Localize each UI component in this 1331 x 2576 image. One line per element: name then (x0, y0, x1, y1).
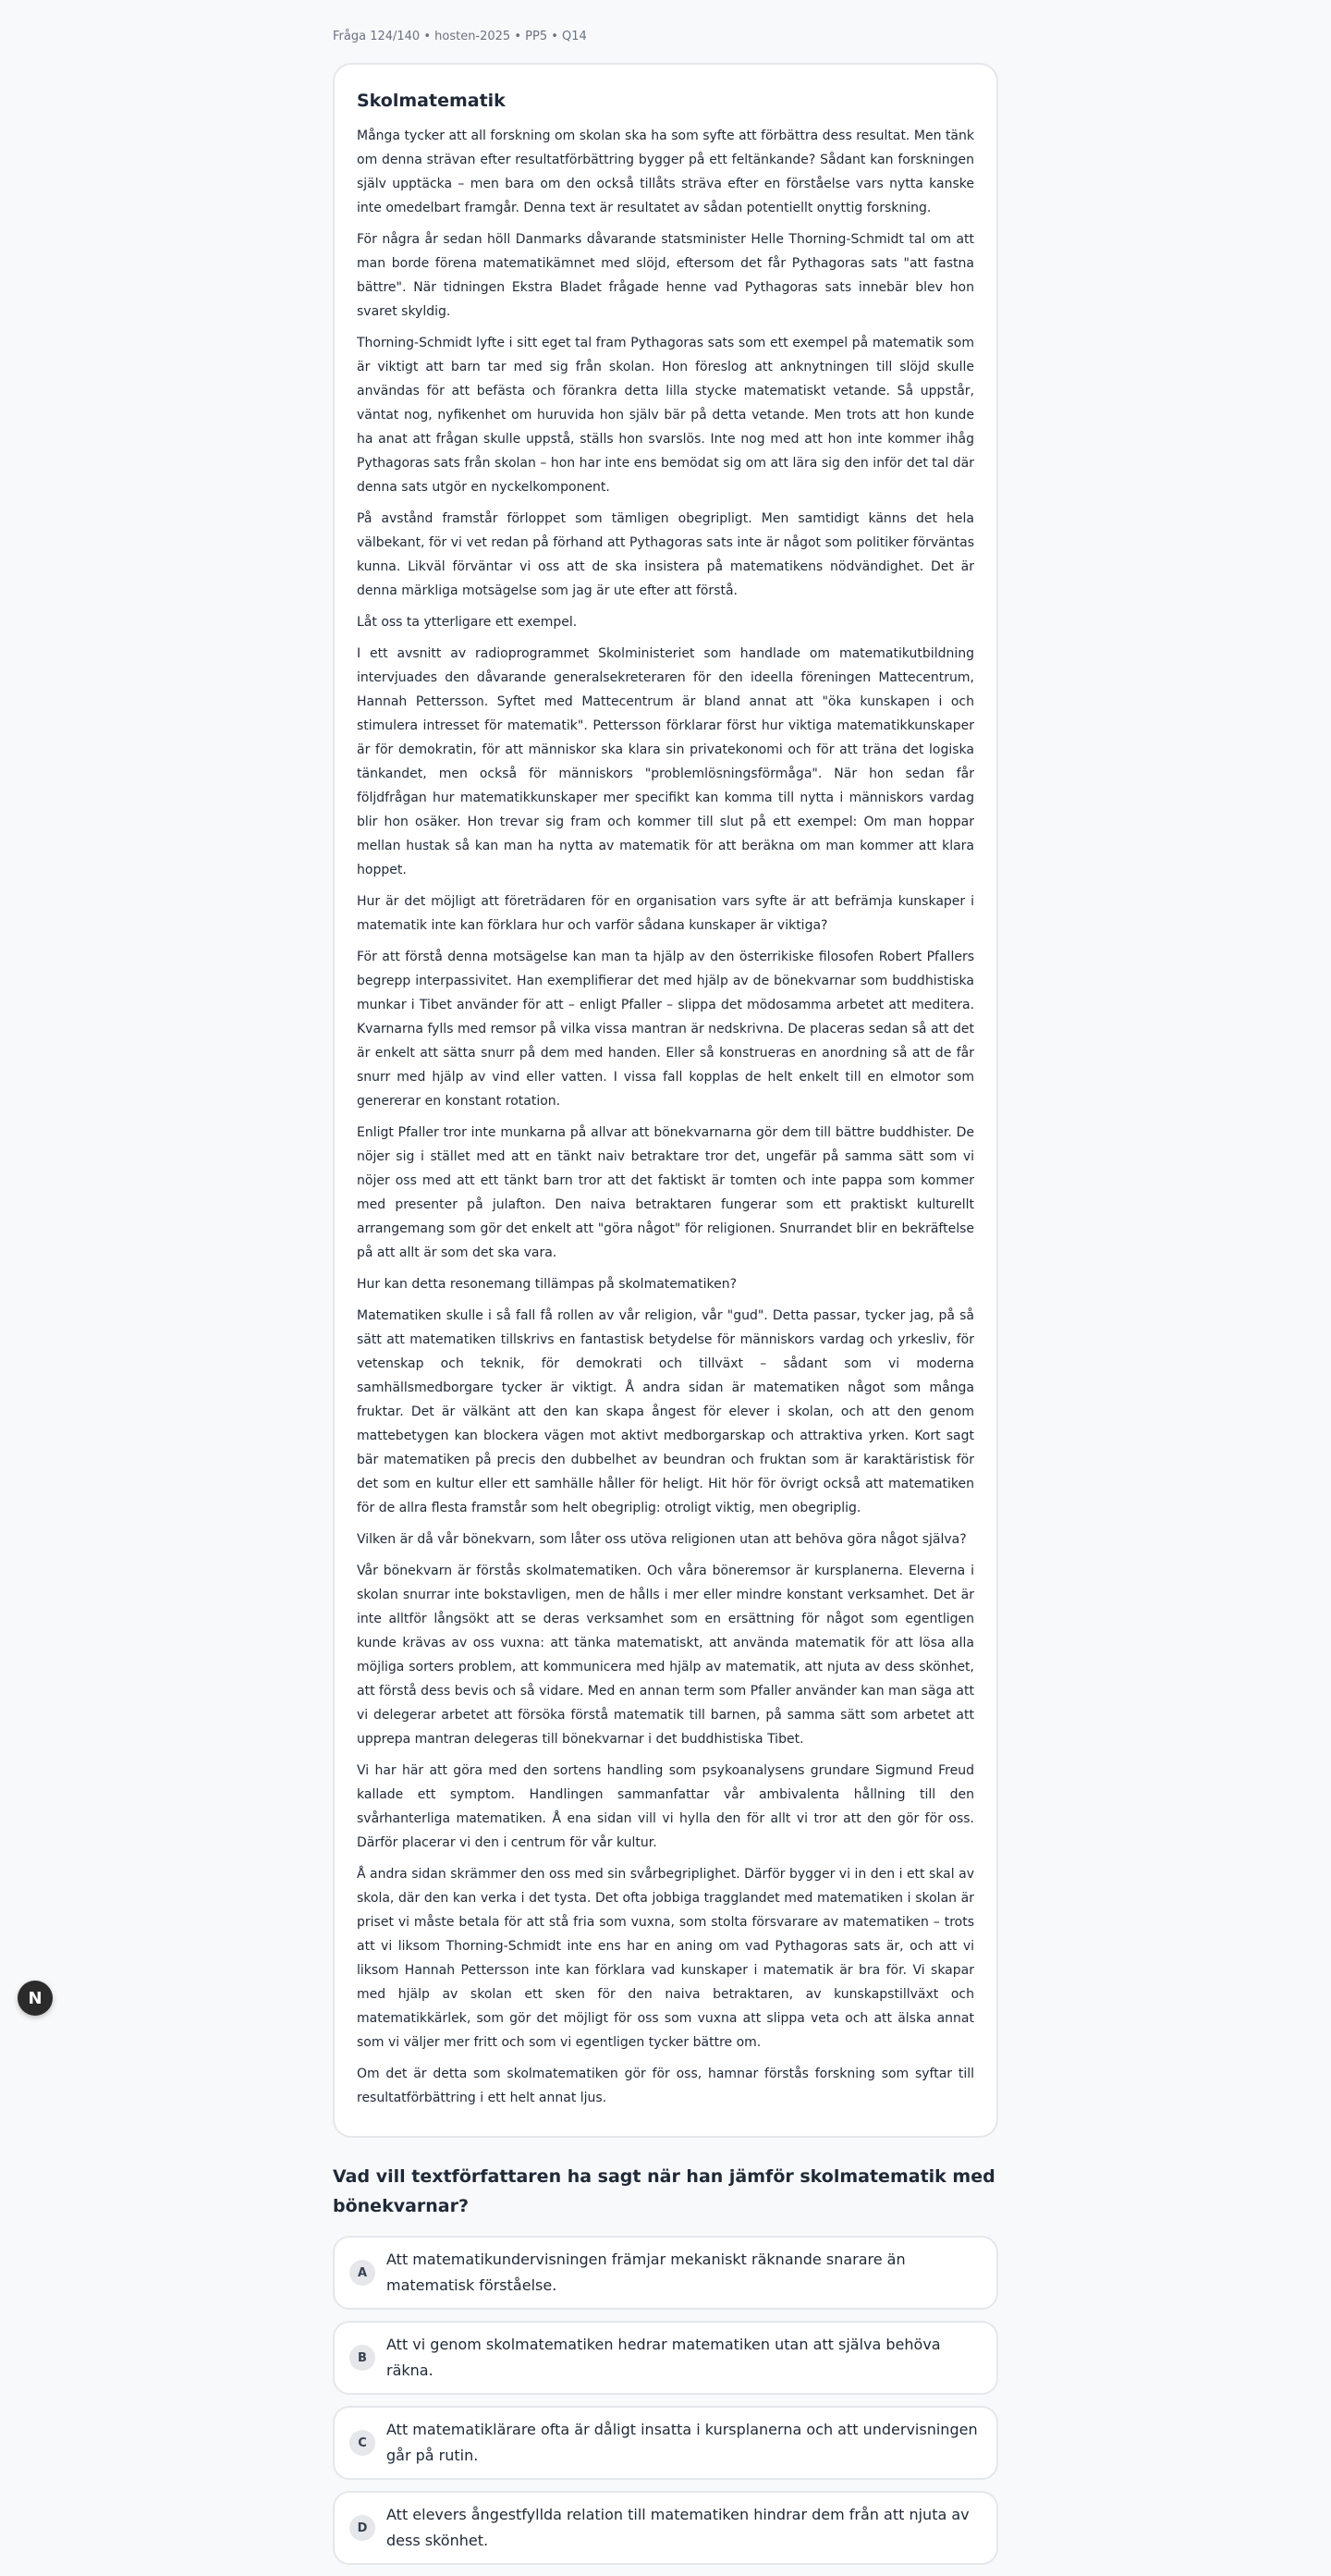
passage-paragraph: Hur kan detta resonemang tillämpas på skolmatematiken? (357, 1277, 738, 1292)
option-text: Att elevers ångestfyllda relation till matematiken hindrar dem från att njuta av dess skönhet. (386, 2506, 970, 2549)
option-text: Att matematiklärare ofta är dåligt insatta i kursplanerna och att undervisningen går på rutin. (386, 2421, 978, 2464)
page-content (333, 26, 998, 2576)
passage-paragraph: Många tycker att all forskning om skolan ska ha som syfte att förbättra dess resultat. Men tänk om denna strävan efter resultatförbättring bygger på ett feltänkande? Sådant kan forskningen själv upptäcka – men bara om den också tillåts sträva efter en förståelse vars nytta kanske inte omedelbart framgår. Denna text är resultatet av sådan potentiellt onyttig forskning. (357, 129, 974, 215)
passage-paragraph: För några år sedan höll Danmarks dåvarande statsminister Helle Thorning-Schmidt tal om att man borde förena matematikämnet med slöjd, eftersom det får Pythagoras sats "att fastna bättre". När tidningen Ekstra Bladet frågade henne vad Pythagoras sats innebär blev hon svaret skyldig. (357, 232, 974, 319)
option-letter-badge: B (349, 2345, 375, 2371)
answer-option-b[interactable] (333, 2321, 998, 2395)
passage-paragraph: Om det är detta som skolmatematiken gör för oss, hamnar förstås forskning som syftar till resultatförbättring i ett helt annat ljus. (357, 2067, 974, 2105)
passage-paragraph: Vilken är då vår bönekvarn, som låter oss utöva religionen utan att behöva göra något själva? (357, 1532, 967, 1547)
question-text: Vad vill textförfattaren ha sagt när han jämför skolmatematik med bönekvarnar? (333, 2166, 995, 2216)
option-letter-badge: C (349, 2430, 375, 2456)
passage-paragraph: På avstånd framstår förloppet som tämligen obegripligt. Men samtidigt känns det hela välbekant, för vi vet redan på förhand att Pythagoras sats inte är något som politiker förväntas kunna. Likväl förväntar vi oss att de ska insistera på matematikens nödvändighet. Det är denna märkliga motsägelse som jag är ute efter att förstå. (357, 511, 974, 598)
answer-option-c[interactable] (333, 2406, 998, 2480)
passage-paragraph: Låt oss ta ytterligare ett exempel. (357, 615, 578, 630)
passage-paragraph: I ett avsnitt av radioprogrammet Skolministeriet som handlade om matematikutbildning intervjuades den dåvarande generalsekreteraren för den ideella föreningen Mattecentrum, Hannah Pettersson. Syftet med Mattecentrum är bland annat att "öka kunskapen i och stimulera intresset för matematik". Pettersson förklarar först hur viktiga matematikkunskaper är för demokratin, för att människor ska klara sin privatekonomi och för att träna det logiska tänkandet, men också för människors "problemlösningsförmåga". När hon sedan får följdfrågan hur matematikkunskaper mer specifikt kan komma till nytta i människors vardag blir hon osäker. Hon trevar sig fram och kommer till slut på ett exempel: Om man hoppar mellan hustak så kan man ha nytta av matematik för att beräkna om man kommer att klara hoppet. (357, 646, 974, 877)
option-text: Att vi genom skolmatematiken hedrar matematiken utan att själva behöva räkna. (386, 2336, 941, 2379)
passage-paragraph: Hur är det möjligt att företrädaren för en organisation vars syfte är att befrämja kunskaper i matematik inte kan förklara hur och varför sådana kunskaper är viktiga? (357, 894, 974, 933)
answer-option-d[interactable] (333, 2491, 998, 2565)
passage-paragraph: Vi har här att göra med den sortens handling som psykoanalysens grundare Sigmund Freud kallade ett symptom. Handlingen sammanfattar vår ambivalenta hållning till den svårhanterliga matematiken. Å ena sidan vill vi hylla den för allt vi tror att den gör för oss. Därför placerar vi den i centrum för vår kultur. (357, 1763, 974, 1850)
passage-paragraph: Vår bönekvarn är förstås skolmatematiken. Och våra böneremsor är kursplanerna. Eleverna i skolan snurrar inte bokstavligen, men de hålls i mer eller mindre konstant verksamhet. Det är inte alltför långsökt att se deras verksamhet som en ersättning för något som egentligen kunde krävas av oss vuxna: att tänka matematiskt, att använda matematik för att lösa alla möjliga sorters problem, att kommunicera med hjälp av matematik, att njuta av dess skönhet, att förstå dess bevis och så vidare. Med en annan term som Pfaller använder kan man säga att vi delegerar arbetet att försöka förstå matematik till barnen, på samma sätt som arbetet att upprepa mantran delegeras till bönekvarnar i det buddhistiska Tibet. (357, 1564, 974, 1747)
option-text: Att matematikundervisningen främjar mekaniskt räknande snarare än matematisk förståelse. (386, 2251, 906, 2294)
option-letter-badge: D (349, 2515, 375, 2541)
answer-option-a[interactable] (333, 2236, 998, 2310)
n-logo-icon[interactable] (18, 1981, 53, 2016)
passage-card (333, 63, 998, 2138)
passage-body (357, 124, 974, 2110)
question-meta: Fråga 124/140 • hosten-2025 • PP5 • Q14 (333, 30, 587, 43)
passage-paragraph: Å andra sidan skrämmer den oss med sin svårbegriplighet. Därför bygger vi in den i ett skal av skola, där den kan verka i det tysta. Det ofta jobbiga tragglandet med matematiken i skolan är priset vi måste betala för att stå fria som vuxna, som stolta försvarare av matematiken – trots att vi liksom Thorning-Schmidt inte ens har en aning om vad Pythagoras sats är, och att vi liksom Hannah Pettersson inte kan förklara vad kunskaper i matematik är bra för. Vi skapar med hjälp av skolan ett sken för den naiva betraktaren, av kunskapstillväxt och matematikkärlek, som gör det möjligt för oss som vuxna att slippa veta och att älska annat som vi väljer mer fritt och som vi egentligen tycker bättre om. (357, 1867, 974, 2050)
passage-paragraph: Thorning-Schmidt lyfte i sitt eget tal fram Pythagoras sats som ett exempel på matematik som är viktigt att barn tar med sig från skolan. Hon föreslog att anknytningen till slöjd skulle användas för att befästa och förankra detta lilla stycke matematiskt vetande. Så uppstår, väntat nog, nyfikenhet om huruvida hon själv bär på detta vetande. Men trots att hon kunde ha anat att frågan skulle uppstå, ställs hon svarslös. Inte nog med att hon inte kommer ihåg Pythagoras sats från skolan – hon har inte ens bemödat sig om att lära sig den inför det tal där denna sats utgör en nyckelkomponent. (357, 336, 974, 495)
option-letter-badge: A (349, 2260, 375, 2286)
passage-title: Skolmatematik (357, 91, 506, 111)
answer-options (333, 2236, 998, 2565)
passage-paragraph: För att förstå denna motsägelse kan man ta hjälp av den österrikiske filosofen Robert Pfallers begrepp interpassivitet. Han exemplifierar det med hjälp av de bönekvarnar som buddhistiska munkar i Tibet använder för att – enligt Pfaller – slippa det mödosamma arbetet att meditera. Kvarnarna fylls med remsor på vilka vissa mantran är nedskrivna. De placeras sedan så att det är enkelt att sätta snurr på dem med handen. Eller så konstrueras en anordning så att de får snurr med hjälp av vind eller vatten. I vissa fall kopplas de helt enkelt till en elmotor som genererar en konstant rotation. (357, 950, 974, 1109)
passage-paragraph: Enligt Pfaller tror inte munkarna på allvar att bönekvarnarna gör dem till bättre buddhister. De nöjer sig i stället med att en tänkt naiv betraktare tror det, ungefär på samma sätt som vi nöjer oss med att ett tänkt barn tror att det faktiskt är tomten och inte pappa som kommer med presenter på julafton. Den naiva betraktaren fungerar som ett praktiskt kulturellt arrangemang som gör det enkelt att "göra något" för religionen. Snurrandet blir en bekräftelse på att allt är som det ska vara. (357, 1125, 974, 1260)
passage-paragraph: Matematiken skulle i så fall få rollen av vår religion, vår "gud". Detta passar, tycker jag, på så sätt att matematiken tillskrivs en fantastisk betydelse för människors vardag och yrkesliv, för vetenskap och teknik, för demokrati och tillväxt – sådant som vi moderna samhällsmedborgare tycker är viktigt. Å andra sidan är matematiken något som många fruktar. Det är välkänt att den kan skapa ångest för elever i skolan, och att den genom mattebetygen kan blockera vägen mot aktivt medborgarskap och attraktiva yrken. Kort sagt bär matematiken på precis den dubbelhet av beundran och fruktan som är karaktäristisk för det som en kultur eller ett samhälle håller för heligt. Hit hör för övrigt också att matematiken för de allra flesta framstår som helt obegriplig: otroligt viktig, men obegriplig. (357, 1308, 974, 1515)
fab-label: N (28, 1988, 43, 2008)
